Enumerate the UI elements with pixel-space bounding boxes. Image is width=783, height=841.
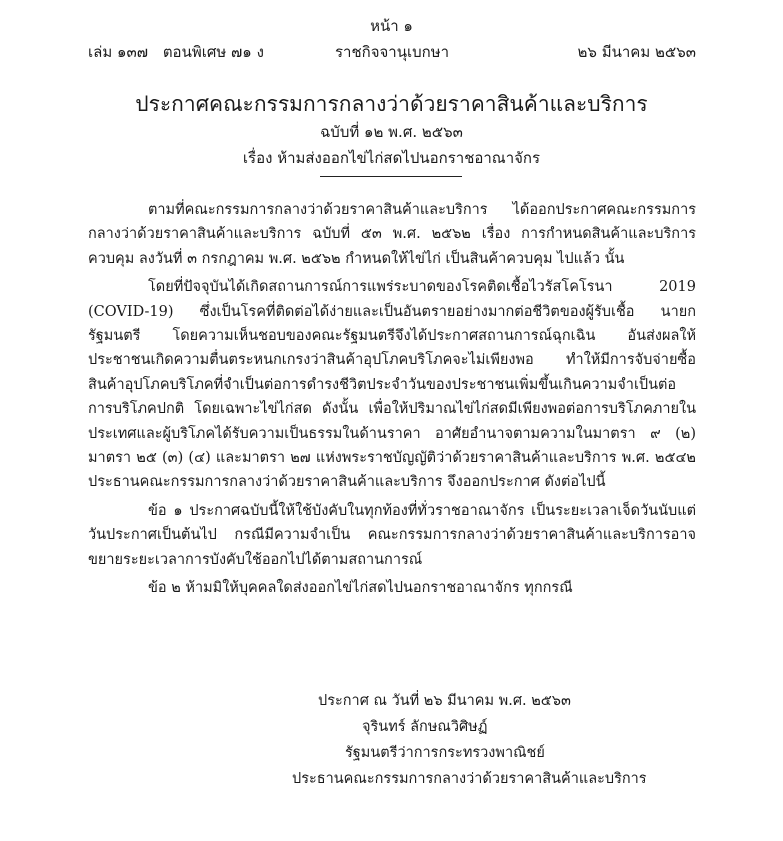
gazette-name: ราชกิจจานุเบกษา: [334, 43, 450, 61]
header-date: ๒๖ มีนาคม ๒๕๖๓: [577, 43, 696, 61]
document-title: ประกาศคณะกรรมการกลางว่าด้วยราคาสินค้าและบริการ: [135, 92, 648, 116]
gazette-header: [88, 40, 696, 62]
volume-label: เล่ม ๑๓๗: [88, 43, 149, 61]
paragraph-clause-2: ข้อ ๒ ห้ามมิให้บุคคลใดส่งออกไข่ไก่สดไปนอกราชอาณาจักร ทุกกรณี: [148, 580, 573, 597]
paragraph-preamble: ตามที่คณะกรรมการกลางว่าด้วยราคาสินค้าและบริการ ได้ออกประกาศคณะกรรมการกลางว่าด้วยราคาสินค้าและบริการ ฉบับที่ ๕๓ พ.ศ. ๒๕๖๒ เรื่อง การกำหนดสินค้าและบริการควบคุม ลงวันที่ ๓ กรกฎาคม พ.ศ. ๒๕๖๒ กำหนดให้ไข่ไก่ เป็นสินค้าควบคุม ไปแล้ว นั้น: [88, 202, 696, 267]
section-label: ตอนพิเศษ ๗๑ ง: [162, 43, 264, 61]
announcement-date: ประกาศ ณ วันที่ ๒๖ มีนาคม พ.ศ. ๒๕๖๓: [318, 693, 571, 709]
signatory-name: จุรินทร์ ลักษณวิศิษฏ์: [362, 719, 488, 735]
page-number: หน้า ๑: [370, 17, 413, 35]
signatory-position-chair: ประธานคณะกรรมการกลางว่าด้วยราคาสินค้าและบริการ: [292, 771, 647, 787]
document-subject: เรื่อง ห้ามส่งออกไข่ไก่สดไปนอกราชอาณาจักร: [242, 149, 541, 167]
paragraph-clause-1: ข้อ ๑ ประกาศฉบับนี้ให้ใช้บังคับในทุกท้องที่ทั่วราชอาณาจักร เป็นระยะเวลาเจ็ดวันนับแต่วันประกาศเป็นต้นไป กรณีมีความจำเป็น คณะกรรมการกลางว่าด้วยราคาสินค้าและบริการอาจขยายระยะเวลาการบังคับใช้ออกไปได้ตามสถานการณ์: [88, 502, 696, 568]
document-issue: ฉบับที่ ๑๒ พ.ศ. ๒๕๖๓: [320, 123, 463, 141]
title-divider: [320, 176, 462, 177]
paragraph-rationale: โดยที่ปัจจุบันได้เกิดสถานการณ์การแพร่ระบาดของโรคติดเชื้อไวรัสโคโรนา 2019 (COVID-19) ซึ่งเป็นโรคที่ติดต่อได้ง่ายและเป็นอันตรายอย่างมากต่อชีวิตของผู้รับเชื้อ นายกรัฐมนตรี โดยความเห็นชอบของคณะรัฐมนตรีจึงได้ประกาศสถานการณ์ฉุกเฉิน อันส่งผลให้ประชาชนเกิดความตื่นตระหนกเกรงว่าสินค้าอุปโภคบริโภคจะไม่เพียงพอ ทำให้มีการจับจ่ายซื้อสินค้าอุปโภคบริโภคที่จำเป็นต่อการดำรงชีวิตประจำวันของประชาชนเพิ่มขึ้นเกินความจำเป็นต่อการบริโภคปกติ โดยเฉพาะไข่ไก่สด ดังนั้น เพื่อให้ปริมาณไข่ไก่สดมีเพียงพอต่อการบริโภคภายในประเทศและผู้บริโภคได้รับความเป็นธรรมในด้านราคา อาศัยอำนาจตามความในมาตรา ๙ (๒) มาตรา ๒๕ (๓) (๔) และมาตรา ๒๗ แห่งพระราชบัญญัติว่าด้วยราคาสินค้าและบริการ พ.ศ. ๒๕๔๒ ประธานคณะกรรมการกลางว่าด้วยราคาสินค้าและบริการ จึงออกประกาศ ดังต่อไปนี้: [88, 279, 696, 491]
document-body: [88, 198, 696, 605]
signatory-position-minister: รัฐมนตรีว่าการกระทรวงพาณิชย์: [345, 745, 545, 761]
